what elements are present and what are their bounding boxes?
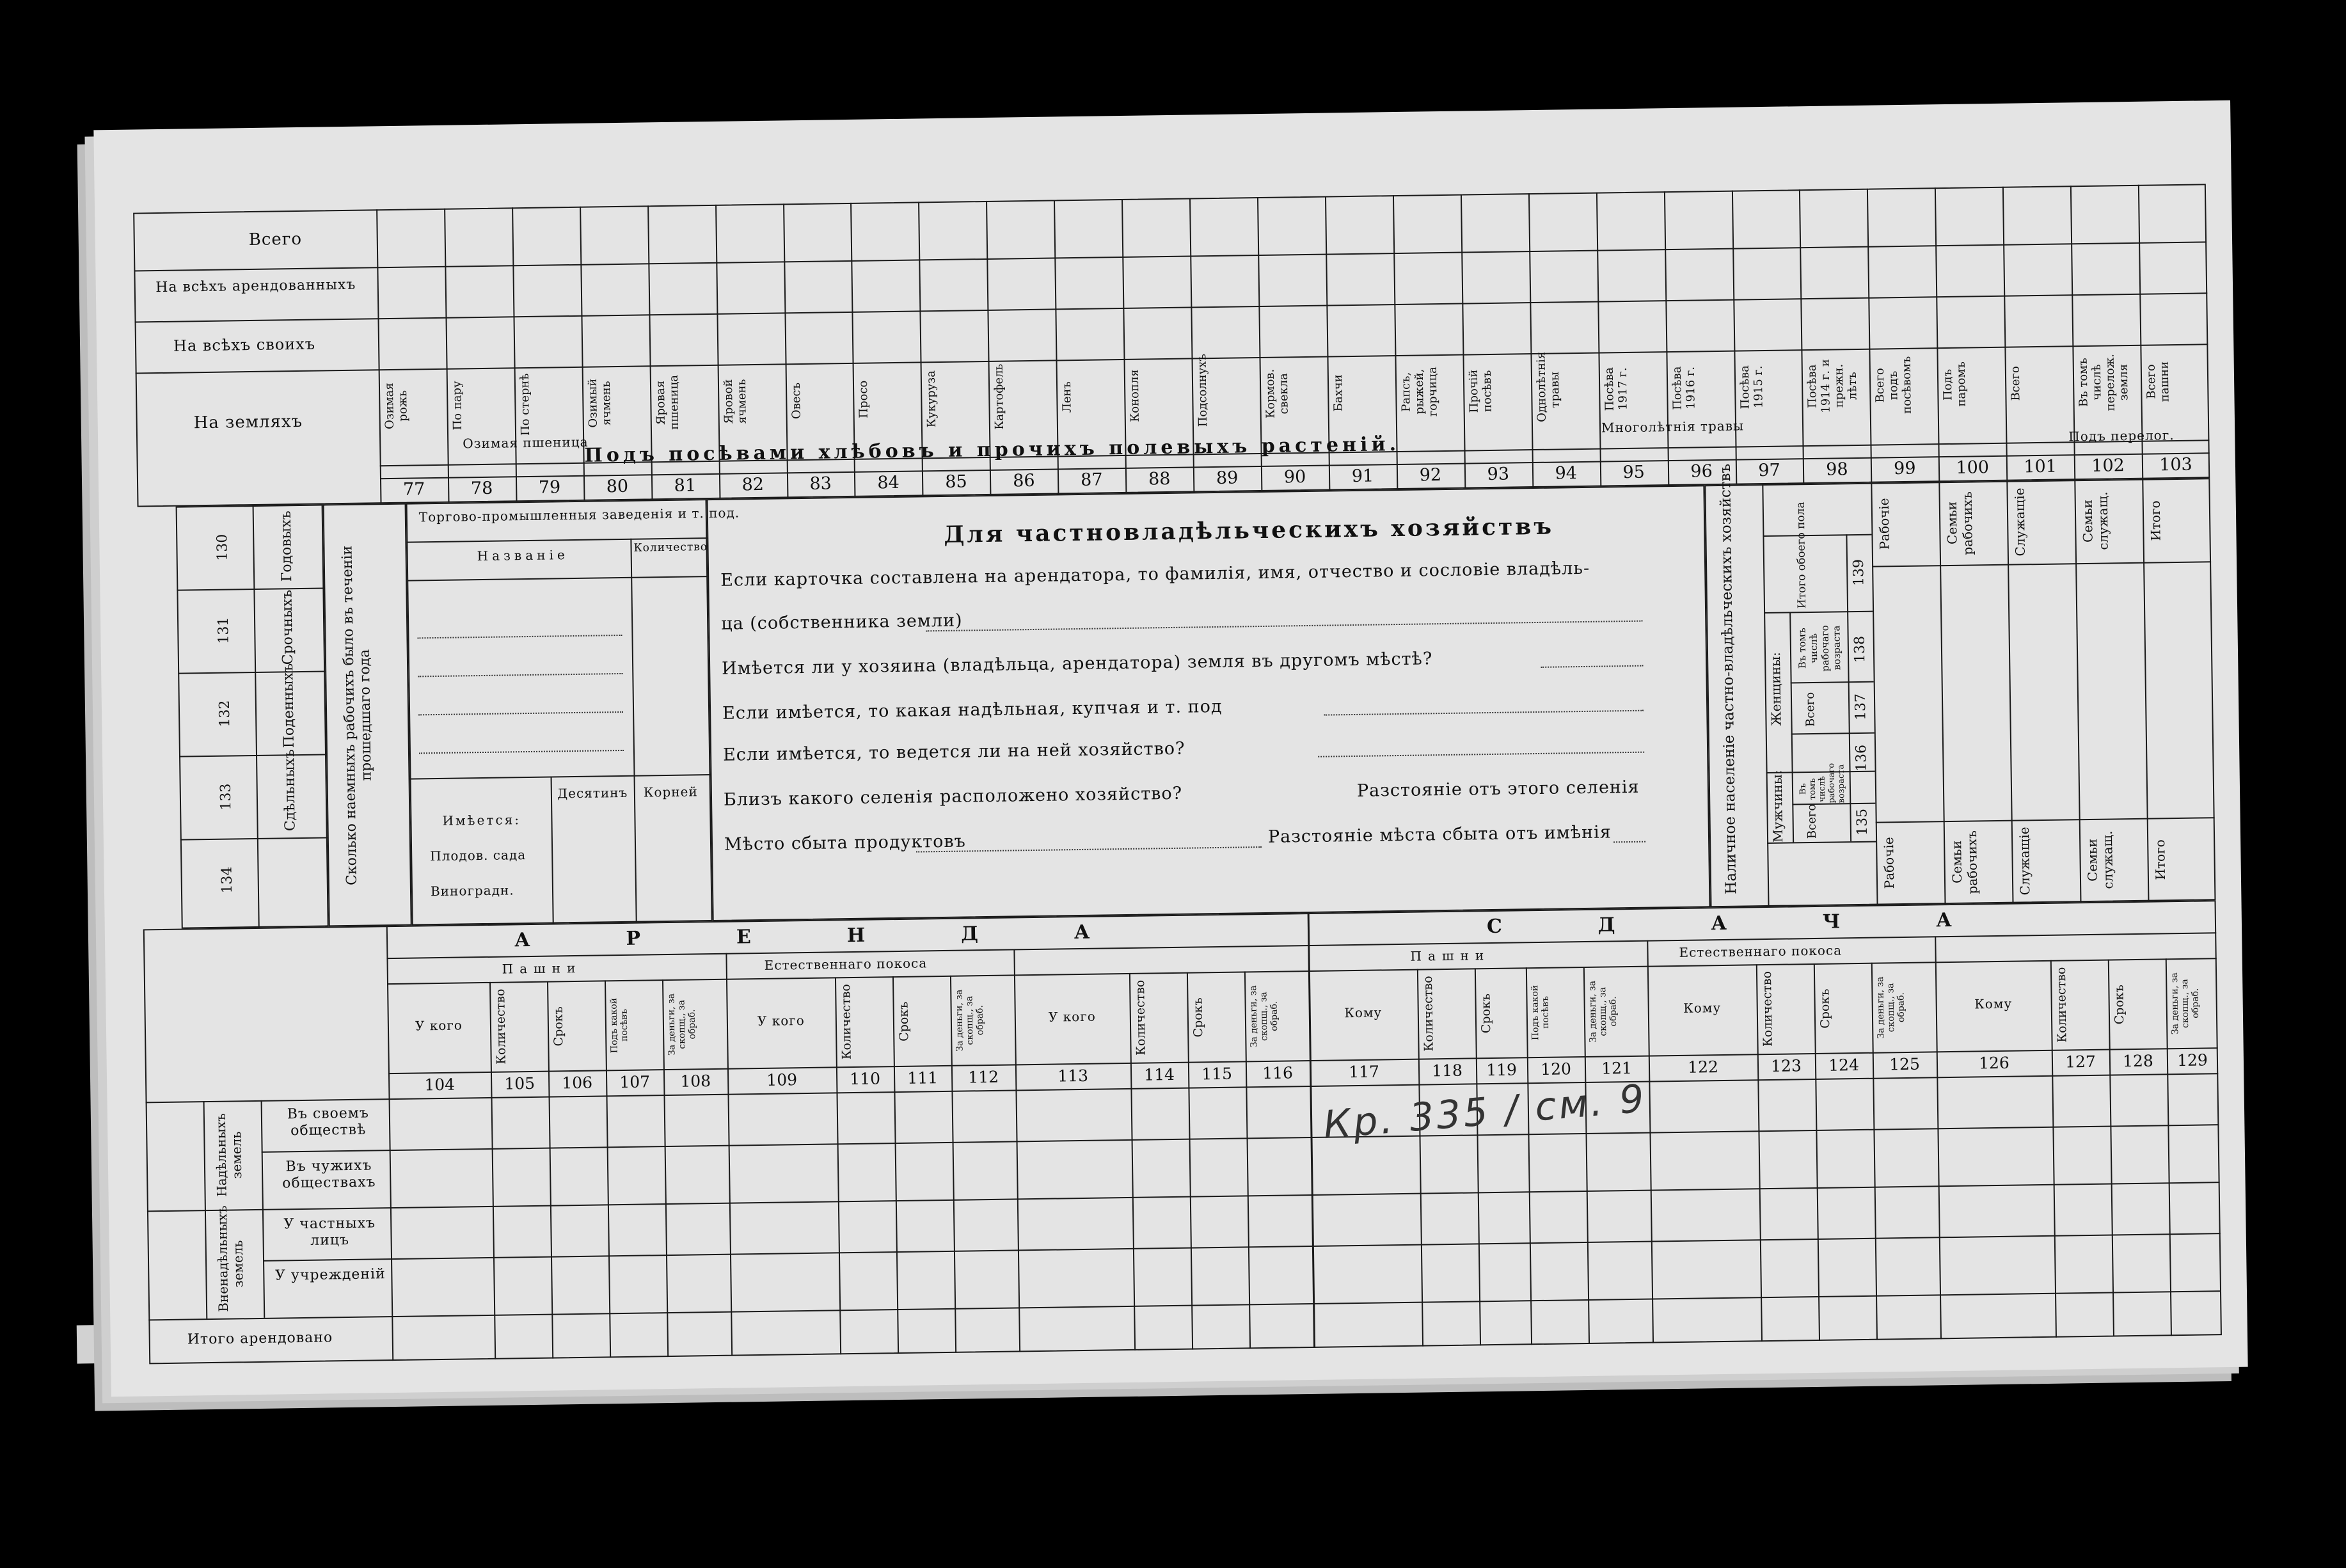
lease-col-header: За деньги, за скопщ., за обраб. <box>1875 976 1907 1039</box>
row-private-persons: У частныхъ лицъ <box>283 1215 376 1249</box>
crop-col-number: 86 <box>1013 470 1035 491</box>
lease-col-header: За деньги, за скопщ., за обраб. <box>954 989 986 1052</box>
lease-col-header: За деньги, за скопщ., за обраб. <box>666 993 698 1056</box>
crop-header: Кормов. свекла <box>1263 369 1291 419</box>
sdacha-pashni-label: Пашни <box>1410 947 1491 964</box>
lease-col-number: 120 <box>1540 1059 1572 1079</box>
private-q5b: Разстоянiе отъ этого селенiя <box>1356 777 1640 801</box>
private-q3: Если имѣется, то какая надѣльная, купчая и т. под <box>722 696 1223 724</box>
lease-col-header: За деньги, за скопщ., за обраб. <box>2169 972 2201 1035</box>
lease-col-number: 115 <box>1201 1064 1233 1084</box>
private-q4: Если имѣется, то ведется ли на ней хозяйство? <box>722 738 1185 765</box>
crop-col-number: 81 <box>674 475 697 496</box>
private-title: Для частновладѣльческихъ хозяйствъ <box>944 512 1555 548</box>
row-group-allotment: Надѣльныхъ земель <box>212 1113 245 1198</box>
crop-header: Овесъ <box>789 382 804 419</box>
row-group-non-allotment: Вненадѣльныхъ земель <box>214 1205 246 1312</box>
lease-col-header: Срокъ <box>1818 988 1833 1029</box>
grand-total-label: Итого обоего пола <box>1794 502 1809 609</box>
lease-col-number: 104 <box>424 1075 456 1095</box>
crop-col-number: 83 <box>809 473 832 494</box>
workers-number-134: 134 <box>219 866 236 894</box>
lease-col-number: 129 <box>2176 1050 2208 1070</box>
row-other-societies: Въ чужихъ обществахъ <box>281 1157 376 1192</box>
lease-col-number: 124 <box>1828 1056 1860 1075</box>
enterprises-name-header: Названiе <box>477 547 569 564</box>
crop-header: Посѣва 1917 г. <box>1602 367 1630 411</box>
lease-col-header: Срокъ <box>896 1001 912 1041</box>
crop-header: Однолѣтнiя травы <box>1534 351 1562 422</box>
lease-col-header: За деньги, за скопщ., за обраб. <box>1587 980 1619 1043</box>
population-title: Наличное населенiе частно-владѣльческихъ хозяйствъ <box>1716 463 1740 894</box>
lease-col-header: Количество <box>2054 967 2070 1043</box>
lease-col-number: 121 <box>1601 1058 1633 1078</box>
private-q6b: Разстоянiе мѣста сбыта отъ имѣнiя <box>1267 822 1612 847</box>
lease-col-number: 123 <box>1770 1056 1802 1075</box>
crop-col-number: 79 <box>538 477 561 498</box>
workers-col-piece: Сдѣльныхъ <box>281 748 299 832</box>
pop-number-138: 138 <box>1851 635 1869 663</box>
crop-header: По пару <box>450 380 464 431</box>
lease-col-number: 128 <box>2122 1051 2154 1071</box>
crop-col-number: 77 <box>402 479 425 500</box>
crop-header: Ленъ <box>1060 381 1074 413</box>
crop-header: Яровой ячмень <box>721 379 749 424</box>
lease-col-header: Количество <box>1759 971 1775 1047</box>
lease-col-number: 109 <box>766 1070 798 1089</box>
lease-col-header: Срокъ <box>2112 984 2127 1025</box>
crop-col-number: 94 <box>1555 463 1578 484</box>
row-label-leased: На всѣхъ арендованныхъ <box>155 276 356 296</box>
row-label-lands: На земляхъ <box>193 411 303 433</box>
row-label-total: Всего <box>248 229 303 250</box>
lease-col-header: За деньги, за скопщ., за обраб. <box>1248 985 1280 1048</box>
crop-col-number: 82 <box>741 474 765 495</box>
lease-col-header: У кого <box>415 1017 463 1034</box>
crop-header: Озимая рожь <box>382 383 410 430</box>
private-q1a: Если карточка составлена на арендатора, то фамилiя, имя, отчество и сословiе владѣль- <box>720 558 1590 590</box>
sdacha-natural-label: Естественнаго покоса <box>1679 942 1843 960</box>
women-incl-label: Въ томъ числѣ рабочаго возраста <box>1796 624 1843 672</box>
crop-header: Подсолнухъ <box>1195 353 1210 427</box>
lease-col-number: 125 <box>1889 1054 1921 1074</box>
arenda-title: АРЕНДА <box>514 919 1186 952</box>
handwritten-archive-note: Кр. 335 / см. 9 <box>1321 1076 1649 1148</box>
crop-header: Просо <box>857 381 871 419</box>
crop-col-number: 84 <box>877 472 900 493</box>
lease-col-header: Кому <box>1974 995 2013 1012</box>
lease-col-number: 107 <box>619 1072 651 1092</box>
lease-col-header: Количество <box>839 984 854 1060</box>
pop-col-header-top: Рабочiе <box>1876 498 1892 551</box>
lease-col-number: 105 <box>504 1073 535 1093</box>
workers-number-132: 132 <box>216 700 234 727</box>
lease-col-number: 116 <box>1262 1063 1294 1083</box>
crop-header: Озимый ячмень <box>585 378 614 429</box>
pop-number-137: 137 <box>1852 693 1869 721</box>
private-q6a: Мѣсто сбыта продуктовъ <box>724 831 967 855</box>
crop-header: Бахчи <box>1331 374 1345 412</box>
workers-block <box>176 504 329 928</box>
crop-header: Картофель <box>992 363 1007 430</box>
crop-col-number: 102 <box>2091 455 2125 476</box>
workers-number-133: 133 <box>218 783 235 811</box>
pop-col-header-top: Семьи служащ. <box>2079 491 2111 551</box>
crop-col-number: 103 <box>2159 454 2192 475</box>
men-total-label: Всего <box>1805 804 1819 839</box>
lease-col-number: 126 <box>1978 1053 2010 1073</box>
orchards-label: Плодов. сада <box>430 847 527 864</box>
perennial-grass-label: Многолѣтнiя травы <box>1601 418 1745 436</box>
lease-col-header: Подъ какой посѣвъ <box>1530 985 1551 1040</box>
lease-col-number: 119 <box>1486 1060 1518 1080</box>
row-total-leased: Итого арендовано <box>187 1329 333 1348</box>
lease-col-header: Кому <box>1344 1004 1383 1021</box>
lease-col-header: Подъ какой посѣвъ <box>608 997 630 1053</box>
private-q2: Имѣется ли у хозяина (владѣльца, арендатора) земля въ другомъ мѣстѣ? <box>721 649 1433 679</box>
crop-col-number: 93 <box>1487 464 1510 485</box>
enterprises-count-header: Количество <box>633 541 708 555</box>
crop-col-number: 91 <box>1351 466 1374 487</box>
private-q5a: Близъ какого селенiя расположено хозяйство? <box>723 783 1183 810</box>
pop-col-header-top: Семьи рабочихъ <box>1944 491 1976 555</box>
crop-header: Посѣва 1914 г. и прежн. лѣтъ <box>1805 359 1860 413</box>
lease-col-number: 127 <box>2065 1052 2096 1072</box>
lease-col-header: У кого <box>1048 1008 1096 1025</box>
row-institutions: У учрежденiй <box>274 1266 386 1284</box>
crop-header: Въ томъ числѣ перелож. земля <box>2076 353 2131 411</box>
row-own-society: Въ своемъ обществѣ <box>287 1105 370 1139</box>
crop-header: Посѣва 1916 г. <box>1670 366 1698 411</box>
pop-number-135: 135 <box>1854 808 1871 836</box>
lease-col-header: Кому <box>1683 1000 1722 1016</box>
lease-col-number: 106 <box>562 1073 593 1093</box>
men-incl-label: Въ томъ числѣ рабочаго возраста <box>1798 763 1847 804</box>
arenda-pashni-label: Пашни <box>502 960 582 977</box>
pop-col-header-bottom: Итого <box>2152 839 2169 880</box>
crop-col-number: 90 <box>1283 467 1306 487</box>
lease-col-number: 112 <box>968 1067 999 1087</box>
has-label: Имѣется: <box>442 812 521 828</box>
lease-col-header: Количество <box>1133 980 1148 1056</box>
census-card-sheet <box>93 100 2247 1397</box>
workers-number-131: 131 <box>215 617 232 644</box>
winter-wheat-label: Озимая пшеница <box>463 434 589 452</box>
lease-col-number: 122 <box>1687 1057 1719 1077</box>
crop-header: Кукуруза <box>924 370 939 427</box>
crop-col-number: 88 <box>1148 468 1171 489</box>
women-total-label: Всего <box>1803 692 1818 727</box>
pop-col-header-top: Итого <box>2147 500 2164 541</box>
crop-header: Прочiй посѣвъ <box>1466 369 1494 413</box>
lease-col-header: Срокъ <box>551 1006 566 1047</box>
private-q1b: ца (собственника земли) <box>720 610 963 634</box>
lease-col-header: Срокъ <box>1478 993 1494 1033</box>
crop-col-number: 97 <box>1758 460 1780 481</box>
crop-header: Всего пашни <box>2144 361 2172 402</box>
lease-col-header: У кого <box>757 1013 805 1029</box>
crop-header: Рапсъ, рыжей, горчица <box>1399 367 1440 417</box>
pop-col-header-bottom: Рабочiе <box>1881 837 1898 889</box>
crop-header: Всего подъ посѣвомъ <box>1873 356 1915 415</box>
crop-col-number: 96 <box>1690 461 1713 482</box>
crop-col-number: 95 <box>1622 462 1645 483</box>
fallow-label: Подъ перелог. <box>2068 427 2175 445</box>
pop-col-header-bottom: Служащiе <box>2016 827 2033 896</box>
sdacha-title: СДАЧА <box>1486 907 2048 938</box>
crop-header: Всего <box>2009 366 2023 401</box>
lease-col-number: 113 <box>1058 1066 1089 1086</box>
lease-col-number: 108 <box>680 1072 711 1091</box>
vineyards-label: Виноградн. <box>430 882 514 899</box>
lease-col-number: 110 <box>850 1069 881 1089</box>
lease-col-header: Количество <box>493 989 509 1065</box>
crop-col-number: 101 <box>2024 456 2057 477</box>
crops-caption: Подъ посѣвами хлѣбовъ и прочихъ полевыхъ растенiй. <box>584 432 1400 467</box>
workers-col-daily: Поденныхъ <box>280 663 297 748</box>
crop-col-number: 92 <box>1419 465 1442 486</box>
pop-number-136: 136 <box>1853 744 1870 772</box>
desyatin-header: Десятинъ <box>557 784 628 802</box>
crop-header: По стернѣ <box>518 373 532 436</box>
pop-col-header-bottom: Семьи служащ. <box>2084 830 2116 890</box>
crop-col-number: 87 <box>1080 470 1103 490</box>
lease-col-header: Количество <box>1421 976 1436 1052</box>
crop-header: Яровая пшеница <box>653 374 681 430</box>
workers-col-annual: Годовыхъ <box>278 511 296 582</box>
lease-col-number: 114 <box>1144 1065 1175 1084</box>
crop-col-number: 100 <box>1956 457 1990 478</box>
pop-col-header-bottom: Семьи рабочихъ <box>1949 830 1981 894</box>
enterprises-title: Торгово-промышленныя заведенiя и т. под. <box>418 505 740 525</box>
crop-header: Посѣва 1915 г. <box>1738 365 1766 409</box>
crop-col-number: 80 <box>606 476 629 497</box>
lease-col-number: 118 <box>1432 1061 1463 1081</box>
arenda-natural-label: Естественнаго покоса <box>764 955 928 973</box>
crop-col-number: 98 <box>1826 459 1848 480</box>
crop-header: Конопля <box>1127 369 1143 423</box>
workers-question: Сколько наемныхъ рабочихъ было въ теченiи прошедшаго года <box>339 545 375 885</box>
pop-col-header-top: Служащiе <box>2011 487 2028 557</box>
pop-number-139: 139 <box>1850 558 1867 587</box>
crop-col-number: 99 <box>1893 458 1916 479</box>
men-label: Мужчины: <box>1769 770 1786 843</box>
crop-col-number: 85 <box>945 471 967 492</box>
workers-number-130: 130 <box>214 534 231 561</box>
row-label-own: На всѣхъ своихъ <box>173 335 316 355</box>
crop-header: Подъ паромъ <box>1941 361 1969 408</box>
workers-col-term: Срочныхъ <box>279 589 297 665</box>
roots-header: Корней <box>643 784 698 800</box>
lease-col-number: 117 <box>1349 1062 1380 1082</box>
lease-col-number: 111 <box>907 1068 939 1088</box>
lease-col-header: Срокъ <box>1191 997 1206 1038</box>
crop-col-number: 78 <box>470 478 493 499</box>
women-label: Женщины: <box>1767 651 1784 726</box>
crop-col-number: 89 <box>1216 468 1239 488</box>
